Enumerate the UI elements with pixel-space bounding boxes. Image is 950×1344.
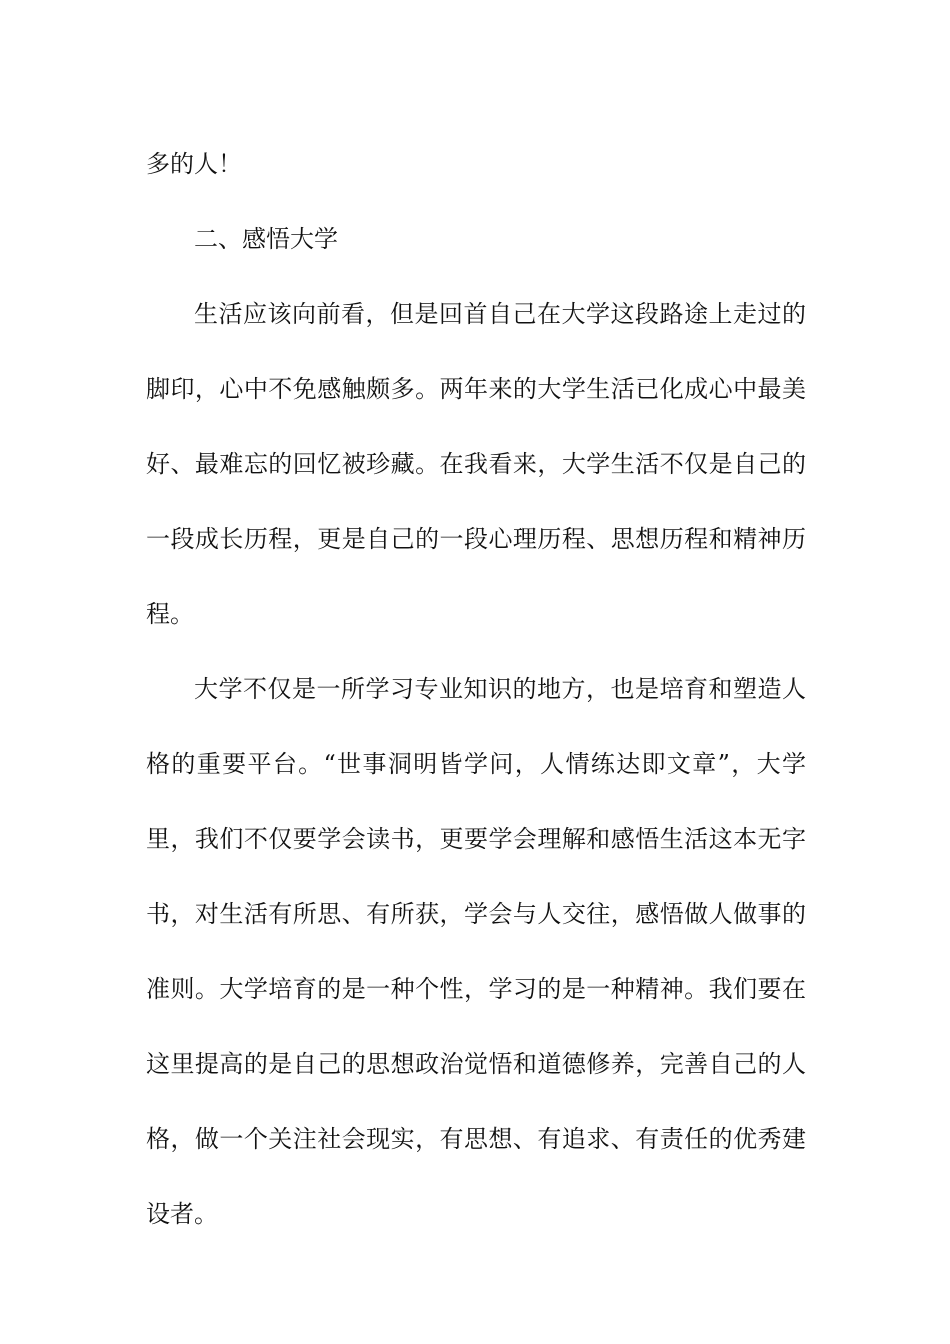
text-line-9: 格的重要平台。“世事洞明皆学问，人情练达即文章”，大学: [146, 750, 806, 778]
text-line-1: 多的人！: [146, 150, 242, 178]
text-line-13: 这里提高的是自己的思想政治觉悟和道德修养，完善自己的人: [146, 1050, 806, 1078]
text-line-6: 一段成长历程，更是自己的一段心理历程、思想历程和精神历: [146, 525, 806, 553]
section-heading: 二、感悟大学: [194, 225, 338, 253]
text-line-7: 程。: [146, 600, 194, 628]
text-line-12: 准则。大学培育的是一种个性，学习的是一种精神。我们要在: [146, 975, 806, 1003]
text-line-11: 书，对生活有所思、有所获，学会与人交往，感悟做人做事的: [146, 900, 806, 928]
text-line-14: 格，做一个关注社会现实，有思想、有追求、有责任的优秀建: [146, 1125, 806, 1153]
text-line-4: 脚印，心中不免感触颇多。两年来的大学生活已化成心中最美: [146, 375, 806, 403]
text-line-15: 设者。: [146, 1200, 218, 1228]
text-line-3: 生活应该向前看，但是回首自己在大学这段路途上走过的: [194, 300, 806, 328]
text-line-8: 大学不仅是一所学习专业知识的地方，也是培育和塑造人: [194, 675, 806, 703]
text-line-5: 好、最难忘的回忆被珍藏。在我看来，大学生活不仅是自己的: [146, 450, 806, 478]
text-line-10: 里，我们不仅要学会读书，更要学会理解和感悟生活这本无字: [146, 825, 806, 853]
document-page: [146, 127, 806, 1252]
